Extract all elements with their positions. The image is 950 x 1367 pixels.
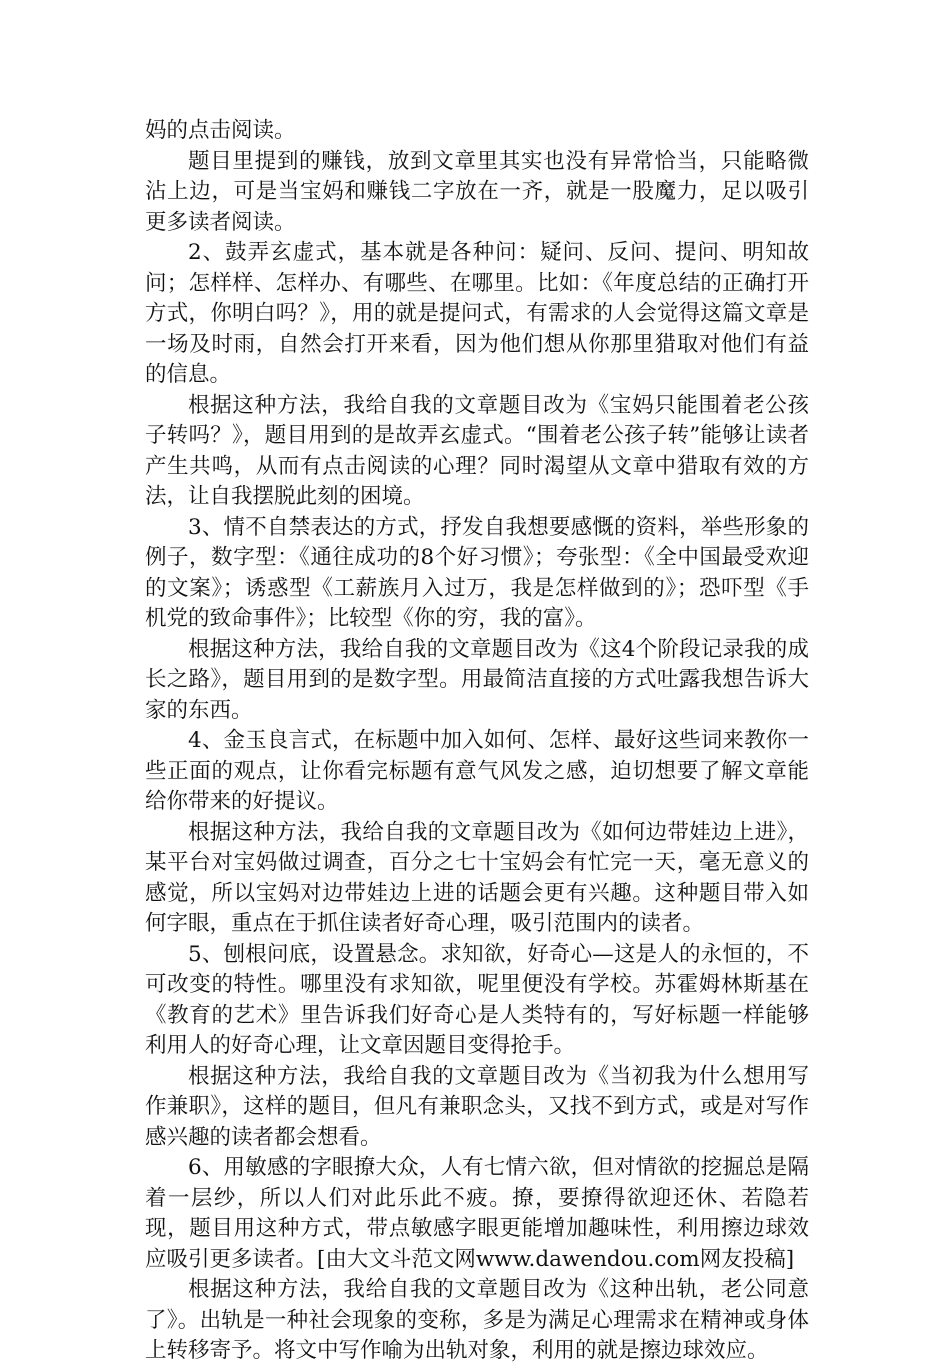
paragraph: 3、情不自禁表达的方式，抒发自我想要感慨的资料，举些形象的例子，数字型：《通往成功的8个好习惯》；夸张型：《全中国最受欢迎的文案》；诱惑型《工薪族月入过万，我是怎样做到的》；恐吓型《手机党的致命事件》；比较型《你的穷，我的富》。	[145, 514, 809, 631]
paragraph: 根据这种方法，我给自我的文章题目改为《宝妈只能围着老公孩子转吗？》，题目用到的是故弄玄虚式。“围着老公孩子转”能够让读者产生共鸣，从而有点击阅读的心理？同时渴望从文章中猎取有效的方法，让自我摆脱此刻的困境。	[145, 392, 809, 509]
paragraph: 妈的点击阅读。	[145, 118, 296, 143]
paragraph: 根据这种方法，我给自我的文章题目改为《这4个阶段记录我的成长之路》，题目用到的是数字型。用最简洁直接的方式吐露我想告诉大家的东西。	[145, 636, 809, 723]
paragraph: 根据这种方法，我给自我的文章题目改为《如何边带娃边上进》，某平台对宝妈做过调查，百分之七十宝妈会有忙完一天，毫无意义的感觉，所以宝妈对边带娃边上进的话题会更有兴趣。这种题目带入如何字眼，重点在于抓住读者好奇心理，吸引范围内的读者。	[145, 819, 809, 936]
paragraph: 6、用敏感的字眼撩大众，人有七情六欲，但对情欲的挖掘总是隔着一层纱，所以人们对此乐此不疲。撩，要撩得欲迎还休、若隐若现，题目用这种方式，带点敏感字眼更能增加趣味性，利用擦边球效应吸引更多读者。[由大文斗范文网www.dawendou.com网友投稿]	[145, 1155, 809, 1272]
paragraph: 5、刨根问底，设置悬念。求知欲，好奇心—这是人的永恒的，不可改变的特性。哪里没有求知欲，呢里便没有学校。苏霍姆林斯基在《教育的艺术》里告诉我们好奇心是人类特有的，写好标题一样能够利用人的好奇心理，让文章因题目变得抢手。	[145, 941, 809, 1058]
paragraph: 根据这种方法，我给自我的文章题目改为《当初我为什么想用写作兼职》，这样的题目，但凡有兼职念头，又找不到方式，或是对写作感兴趣的读者都会想看。	[145, 1063, 809, 1150]
paragraph: 2、鼓弄玄虚式，基本就是各种问：疑问、反问、提问、明知故问；怎样样、怎样办、有哪些、在哪里。比如：《年度总结的正确打开方式，你明白吗？》，用的就是提问式，有需求的人会觉得这篇文章是一场及时雨，自然会打开来看，因为他们想从你那里猎取对他们有益的信息。	[145, 240, 809, 387]
paragraph: 根据这种方法，我给自我的文章题目改为《这种出轨，老公同意了》。出轨是一种社会现象的变称，多是为满足心理需求在精神或身体上转移寄予。将文中写作喻为出轨对象，利用的就是擦边球效应。	[145, 1277, 809, 1363]
paragraph: 4、金玉良言式，在标题中加入如何、怎样、最好这些词来教你一些正面的观点，让你看完标题有意气风发之感，迫切想要了解文章能给你带来的好提议。	[145, 728, 809, 814]
paragraph: 题目里提到的赚钱，放到文章里其实也没有异常恰当，只能略微沾上边，可是当宝妈和赚钱二字放在一齐，就是一股魔力，足以吸引更多读者阅读。	[145, 148, 809, 235]
document-page	[145, 116, 809, 1367]
